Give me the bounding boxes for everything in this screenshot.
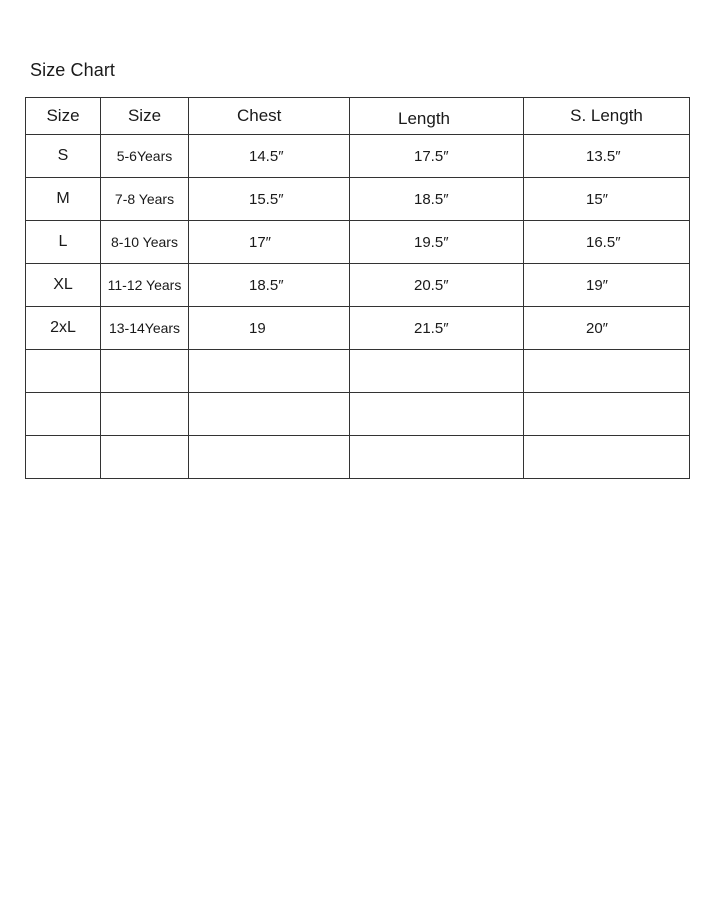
empty-cell [101,350,189,393]
chest-cell: 19 [189,307,350,350]
s-length-cell: 16.5″ [524,221,690,264]
header-row [26,98,690,135]
length-cell: 21.5″ [350,307,524,350]
chest-cell: 14.5″ [189,135,350,178]
empty-cell [26,350,101,393]
size-code-cell: S [26,135,101,178]
empty-cell [26,436,101,479]
length-cell: 17.5″ [350,135,524,178]
empty-cell [26,393,101,436]
age-range-cell: 7-8 Years [101,178,189,221]
empty-cell [189,436,350,479]
length-cell: 18.5″ [350,178,524,221]
empty-cell [101,436,189,479]
empty-table-row [26,393,690,436]
table-row [26,178,690,221]
table-row [26,307,690,350]
size-code-cell: M [26,178,101,221]
empty-cell [350,436,524,479]
page-title: Size Chart [30,60,116,80]
s-length-cell: 20″ [524,307,690,350]
size-code-cell: XL [26,264,101,307]
age-range-cell: 8-10 Years [101,221,189,264]
age-range-cell: 5-6Years [101,135,189,178]
empty-table-row [26,436,690,479]
table-row [26,264,690,307]
header-s-length: S. Length [524,98,690,135]
empty-cell [350,350,524,393]
empty-cell [524,436,690,479]
chest-cell: 17″ [189,221,350,264]
age-range-cell: 13-14Years [101,307,189,350]
size-code-cell: L [26,221,101,264]
empty-cell [101,393,189,436]
empty-cell [524,393,690,436]
table-row [26,221,690,264]
empty-table-row [26,350,690,393]
chest-cell: 18.5″ [189,264,350,307]
empty-cell [189,350,350,393]
s-length-cell: 15″ [524,178,690,221]
table-row [26,135,690,178]
empty-cell [524,350,690,393]
size-chart-table [25,97,690,479]
empty-cell [189,393,350,436]
header-size-code: Size [26,98,101,135]
size-code-cell: 2xL [26,307,101,350]
header-chest: Chest [189,98,350,135]
length-cell: 19.5″ [350,221,524,264]
s-length-cell: 19″ [524,264,690,307]
chest-cell: 15.5″ [189,178,350,221]
header-size-age: Size [101,98,189,135]
header-length: Length [350,98,524,135]
s-length-cell: 13.5″ [524,135,690,178]
age-range-cell: 11-12 Years [101,264,189,307]
length-cell: 20.5″ [350,264,524,307]
empty-cell [350,393,524,436]
